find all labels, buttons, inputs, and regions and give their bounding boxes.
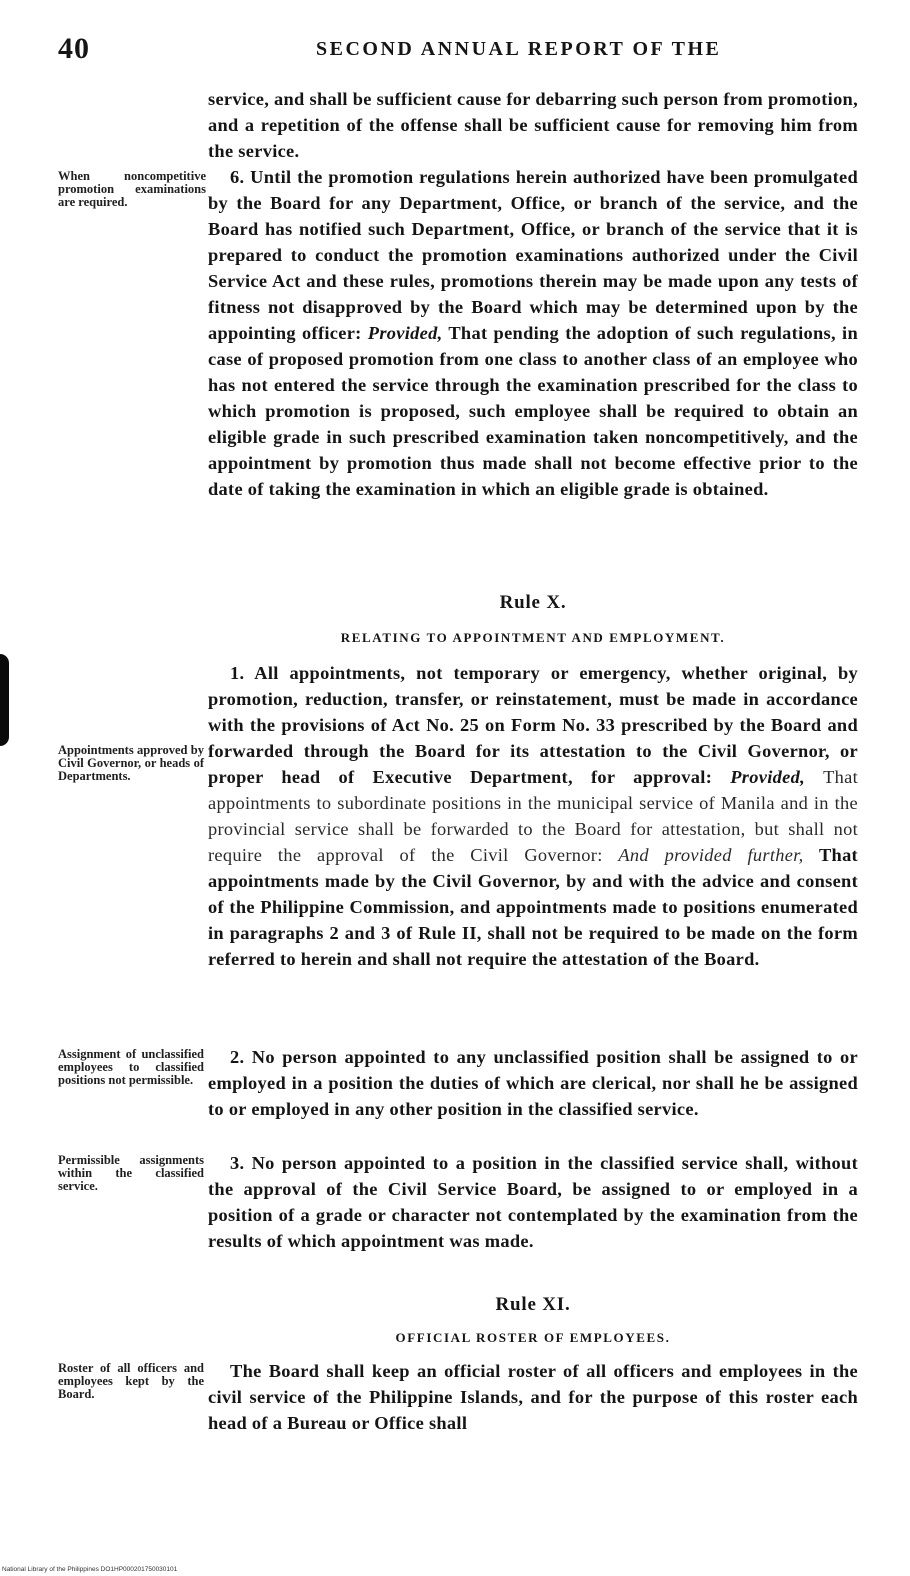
rule-x-p1-part-a: 1. All appointments, not temporary or emergency, whether original, by promotion, reduction, transfer, or reinstatement, must be made in accordance with the provisions of Act No. 25 on Form No. 33 prescribed by the Board and forwarded through the Board for its attestation to the Civil Governor, or proper head of Executive Department, for approval:: [208, 663, 858, 787]
binding-shadow: [0, 654, 9, 746]
page-header: [0, 30, 910, 70]
paragraph-text: 3. No person appointed to a position in the classified service shall, without the approval of the Civil Service Board, be assigned to or employed in a position of a grade or character not contemplated by the examination from the results of which appointment was made.: [208, 1153, 858, 1251]
rule-x-p1-part-b: That appointments to subordinate positions in the municipal service of Manila and in the provincial service shall be forwarded to the Board for attestation, but shall not require the approval of the Civil Governor:: [208, 767, 859, 865]
rule-x-paragraph-1: [208, 660, 858, 972]
rule-xi-paragraph-1: [208, 1358, 858, 1436]
paragraph-text: 2. No person appointed to any unclassified position shall be assigned to or employed in a position the duties of which are clerical, nor shall he be assigned to or employed in any other position in the classified service.: [208, 1047, 858, 1119]
paragraph-text: [208, 164, 858, 502]
margin-note-permissible: Permissible assignments within the classified service.: [58, 1153, 204, 1193]
page-number: 40: [58, 32, 90, 65]
rule-x-paragraph-2: [208, 1044, 858, 1122]
rule-xi-heading: Rule XI.: [495, 1294, 571, 1315]
rule-x-paragraph-3: [208, 1150, 858, 1254]
paragraph-text: The Board shall keep an official roster of all officers and employees in the civil service of the Philippine Islands, and for the purpose of this roster each head of a Bureau or Office shall: [208, 1361, 858, 1433]
provided-italic: Provided,: [367, 323, 443, 343]
paragraph-text: [208, 660, 858, 972]
margin-note-assignment: Assignment of unclassified employees to classified positions not permissible.: [58, 1047, 204, 1087]
margin-note-noncompetitive: When noncompetitive promotion examinations are required.: [58, 169, 206, 209]
margin-note-roster: Roster of all officers and employees kept by the Board.: [58, 1361, 204, 1401]
running-title: SECOND ANNUAL REPORT OF THE: [316, 38, 722, 60]
scan-credit: National Library of the Philippines DO1HP000201750030101: [2, 1566, 178, 1573]
paragraph-text: service, and shall be sufficient cause for debarring such person from promotion, and a repetition of the offense shall be sufficient cause for removing him from the service.: [208, 89, 858, 161]
and-provided-italic: And provided further,: [618, 845, 804, 865]
rule-x-heading: Rule X.: [499, 592, 567, 613]
paragraph-6: [208, 164, 858, 502]
rule-x-subheading: RELATING TO APPOINTMENT AND EMPLOYMENT.: [340, 630, 726, 645]
paragraph-6-part-b: That pending the adoption of such regulations, in case of proposed promotion from one class to another class of an employee who has not entered the service through the examination prescribed for the class to which promotion is proposed, such employee shall be required to obtain an eligible grade in such prescribed examination taken noncompetitively, and the appointment by promotion thus made shall not become effective prior to the date of taking the examination in which an eligible grade is obtained.: [208, 323, 858, 499]
paragraph-6-part-a: 6. Until the promotion regulations herein authorized have been promulgated by the Board for any Department, Office, or branch of the service, and the Board has notified such Department, Office, or branch of the service that it is prepared to conduct the promotion examinations authorized under the Civil Service Act and these rules, promotions therein may be made upon any tests of fitness not disapproved by the Board which may be determined upon by the appointing officer:: [208, 167, 858, 343]
margin-note-appointments: Appointments approved by Civil Governor, or heads of Departments.: [58, 743, 204, 783]
provided-italic: Provided,: [730, 767, 805, 787]
rule-xi-subheading: OFFICIAL ROSTER OF EMPLOYEES.: [395, 1330, 671, 1345]
continuation-paragraph: [208, 86, 858, 164]
rule-x-p1-part-c: That appointments made by the Civil Governor, by and with the advice and consent of the Philippine Commission, and appointments made to positions enumerated in paragraphs 2 and 3 of Rule II, shall not be required to be made on the form referred to herein and shall not require the attestation of the Board.: [208, 845, 858, 969]
